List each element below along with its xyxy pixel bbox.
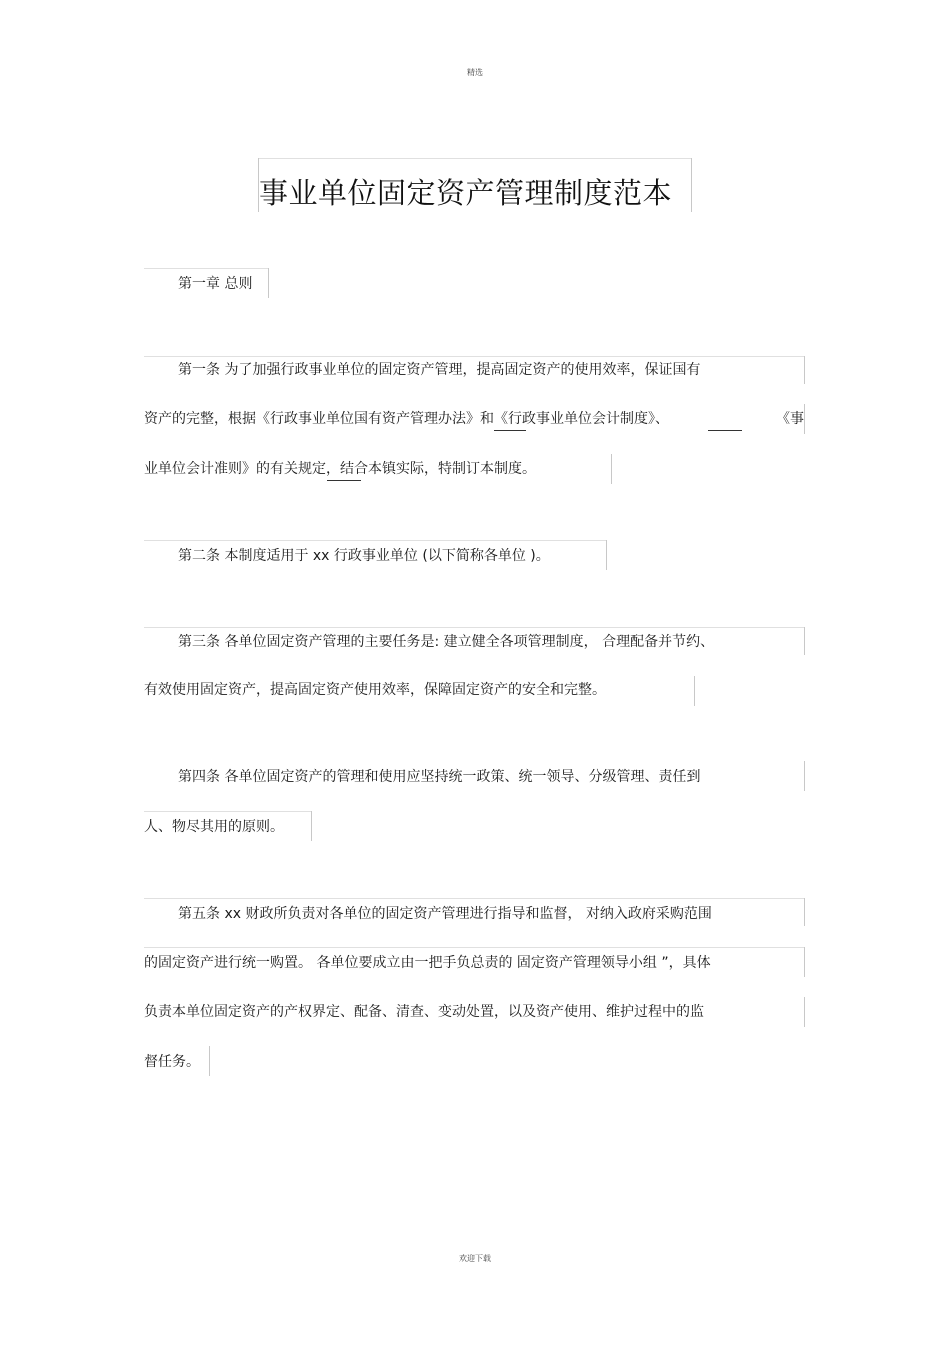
article5-line4: 督任务。 [144,1054,200,1070]
article1-line2-end: 《事 [776,411,804,427]
article1-underline-3 [327,480,361,481]
article5-line3: 负责本单位固定资产的产权界定、配备、清查、变动处置，以及资产使用、维护过程中的监 [144,1004,704,1020]
article4-line2-top-border [144,811,311,812]
article5-line1: 第五条 xx 财政所负责对各单位的固定资产管理进行指导和监督， 对纳入政府采购范围 [178,906,712,922]
chapter-heading: 第一章 总则 [178,276,253,292]
article4-line1-right-border [804,761,805,791]
article1-box-top-border [144,356,804,357]
article1-line2-right-border [804,404,805,434]
article3-line1: 第三条 各单位固定资产管理的主要任务是: 建立健全各项管理制度， 合理配备并节约、 [178,634,715,650]
article1-line3: 业单位会计准则》的有关规定，结合本镇实际，特制订本制度。 [144,461,536,477]
article2-line1: 第二条 本制度适用于 xx 行政事业单位 (以下简称各单位 )。 [178,548,550,564]
article5-line1-right-border [804,898,805,926]
article1-line1: 第一条 为了加强行政事业单位的固定资产管理，提高固定资产的使用效率，保证国有 [178,362,701,378]
article5-line4-right-border [209,1046,210,1076]
article3-line1-right-border [804,627,805,655]
article4-line1: 第四条 各单位固定资产的管理和使用应坚持统一政策、统一领导、分级管理、责任到 [178,769,701,785]
chapter-box-top-border [144,268,268,269]
article1-line3-right-border [611,454,612,484]
article1-underline-2 [708,430,742,431]
chapter-box-right-border [268,268,269,298]
article4-line2-right-border [311,811,312,841]
article3-box-top-border [144,627,804,628]
article3-line2: 有效使用固定资产，提高固定资产使用效率，保障固定资产的安全和完整。 [144,682,606,698]
article1-line1-right-border [804,356,805,384]
article2-box-right-border [606,540,607,570]
article1-underline-1 [494,430,526,431]
title-box-top-border [258,158,691,159]
footer-tag: 欢迎下载 [459,1254,491,1263]
article5-box-top-border [144,898,804,899]
article4-line2: 人、物尽其用的原则。 [144,819,284,835]
article5-line3-right-border [804,997,805,1027]
article3-line2-right-border [694,676,695,706]
document-title: 事业单位固定资产管理制度范本 [259,176,673,210]
article5-line2-right-border [804,947,805,977]
article1-line2: 资产的完整，根据《行政事业单位国有资产管理办法》和《行政事业单位会计制度》、 [144,411,669,427]
article5-line2: 的固定资产进行统一购置。 各单位要成立由一把手负总责的 固定资产管理领导小组 ”，具体 [144,955,711,971]
title-box-right-border [691,158,692,212]
article5-line2-top-border [144,947,804,948]
header-tag: 精选 [467,68,483,77]
article2-box-top-border [144,540,606,541]
